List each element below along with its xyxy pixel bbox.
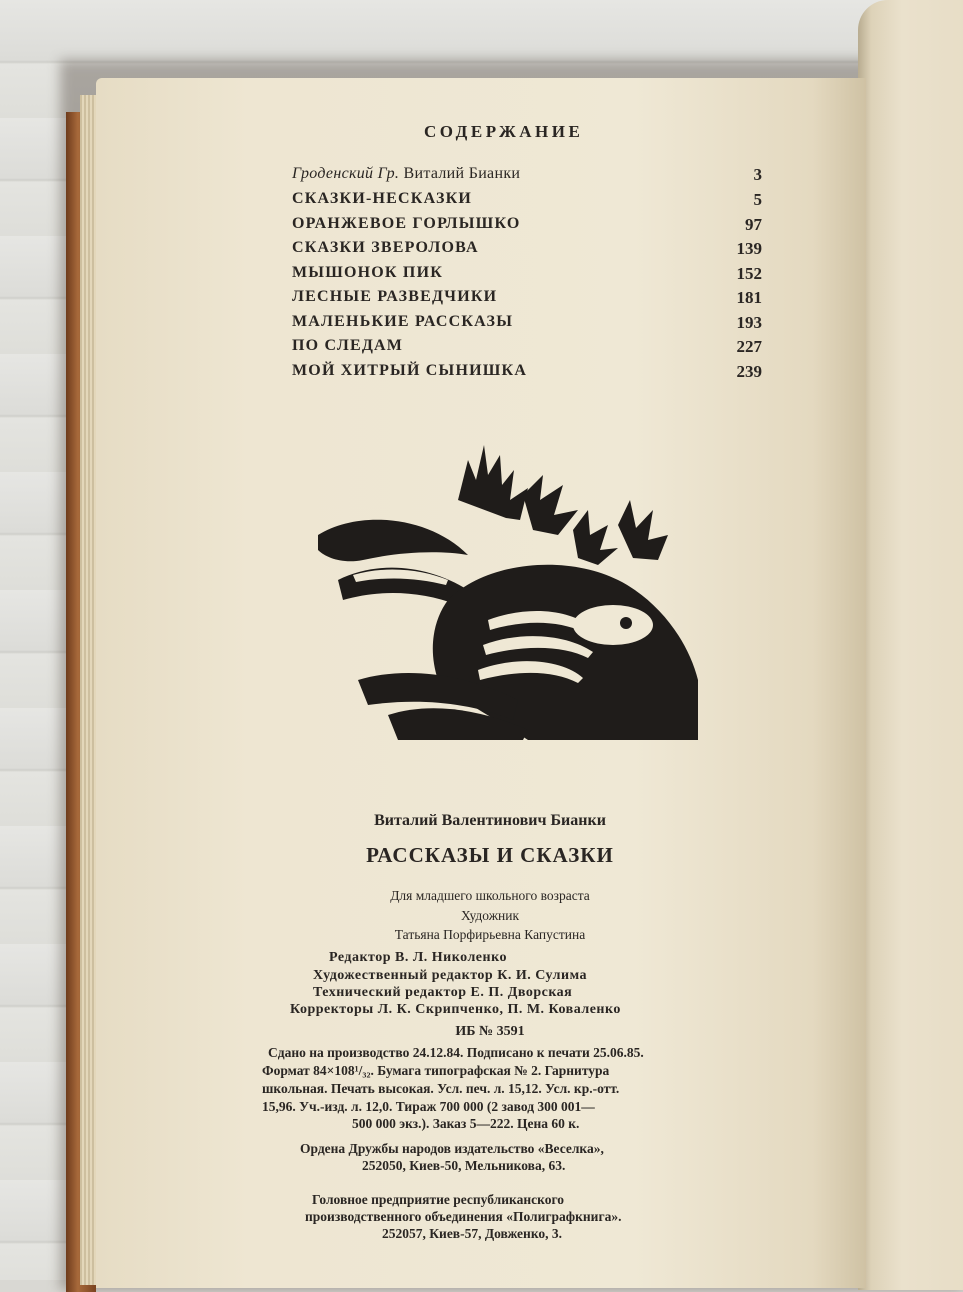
- colophon-author: Виталий Валентинович Бианки: [374, 812, 606, 829]
- print-lines-line: Формат 84×108¹/₃₂. Бумага типографская № 2. Гарнитура: [262, 1063, 610, 1078]
- toc-page-number: 181: [736, 288, 762, 307]
- toc-item[interactable]: [292, 362, 762, 386]
- toc-page-number: 193: [736, 312, 762, 332]
- toc-item[interactable]: [292, 190, 762, 214]
- colophon-title: РАССКАЗЫ И СКАЗКИ: [366, 843, 614, 867]
- right-page: [858, 0, 963, 1290]
- toc-page-number: 5: [753, 190, 762, 209]
- toc-intro-title: Гроденский Гр. Виталий Бианки: [292, 165, 521, 182]
- colophon-age: Для младшего школьного возраста: [390, 888, 590, 903]
- print-lines-line: Сдано на производство 24.12.84. Подписано к печати 25.06.85.: [268, 1045, 644, 1060]
- toc-item-title: МЫШОНОК ПИК: [292, 263, 444, 281]
- printer-lines-line: производственного объединения «Полиграфкнига».: [305, 1209, 622, 1224]
- toc-item[interactable]: [292, 239, 762, 263]
- toc-item[interactable]: [292, 264, 762, 288]
- toc-page-number: 152: [736, 263, 762, 283]
- publisher-lines-line: 252050, Киев-50, Мельникова, 63.: [362, 1158, 566, 1173]
- toc-page-number: 139: [736, 239, 762, 258]
- colophon-artist-label: Художник: [460, 908, 520, 923]
- colophon-ib-number: ИБ № 3591: [455, 1024, 525, 1039]
- print-lines-line: 15,96. Уч.-изд. л. 12,0. Тираж 700 000 (2 завод 300 001—: [262, 1099, 595, 1114]
- toc-item[interactable]: [292, 288, 762, 312]
- printer-lines-line: 252057, Киев-57, Довженко, 3.: [382, 1226, 563, 1241]
- chipmunk-illustration: [318, 440, 708, 740]
- toc-item-title: СКАЗКИ ЗВЕРОЛОВА: [292, 239, 479, 256]
- toc-page-number: 239: [736, 361, 762, 381]
- print-lines-line: 500 000 экз.). Заказ 5—222. Цена 60 к.: [352, 1116, 580, 1131]
- toc-item-title: ЛЕСНЫЕ РАЗВЕДЧИКИ: [292, 288, 498, 305]
- colophon-artist: Татьяна Порфирьевна Капустина: [394, 927, 586, 942]
- toc-item-title: МАЛЕНЬКИЕ РАССКАЗЫ: [292, 312, 514, 330]
- colophon-tech-editor: Технический редактор Е. П. Дворская: [313, 985, 573, 1000]
- toc-item-title: СКАЗКИ-НЕСКАЗКИ: [292, 190, 473, 207]
- toc-item[interactable]: [292, 215, 762, 239]
- colophon-art-editor: Художественный редактор К. И. Сулима: [313, 968, 588, 983]
- toc-item-title: ПО СЛЕДАМ: [292, 337, 404, 354]
- publisher-lines-line: Ордена Дружбы народов издательство «Веселка»,: [300, 1141, 604, 1156]
- toc-page-number: 3: [753, 165, 762, 184]
- toc-item[interactable]: [292, 337, 762, 361]
- toc-page-number: 227: [736, 337, 762, 356]
- toc-item-title: ОРАНЖЕВОЕ ГОРЛЫШКО: [292, 214, 521, 232]
- colophon-correctors: Корректоры Л. К. Скрипченко, П. М. Коваленко: [290, 1002, 621, 1017]
- toc-heading: СОДЕРЖАНИЕ: [424, 122, 584, 141]
- toc-page-number: 97: [745, 214, 762, 234]
- colophon-editor: Редактор В. Л. Николенко: [329, 950, 507, 965]
- toc-item-intro[interactable]: [292, 165, 762, 189]
- print-lines-line: школьная. Печать высокая. Усл. печ. л. 15,12. Усл. кр.-отт.: [262, 1081, 620, 1096]
- printer-lines-line: Головное предприятие республиканского: [312, 1192, 564, 1207]
- toc-item[interactable]: [292, 313, 762, 337]
- toc-item-title: МОЙ ХИТРЫЙ СЫНИШКА: [292, 361, 528, 379]
